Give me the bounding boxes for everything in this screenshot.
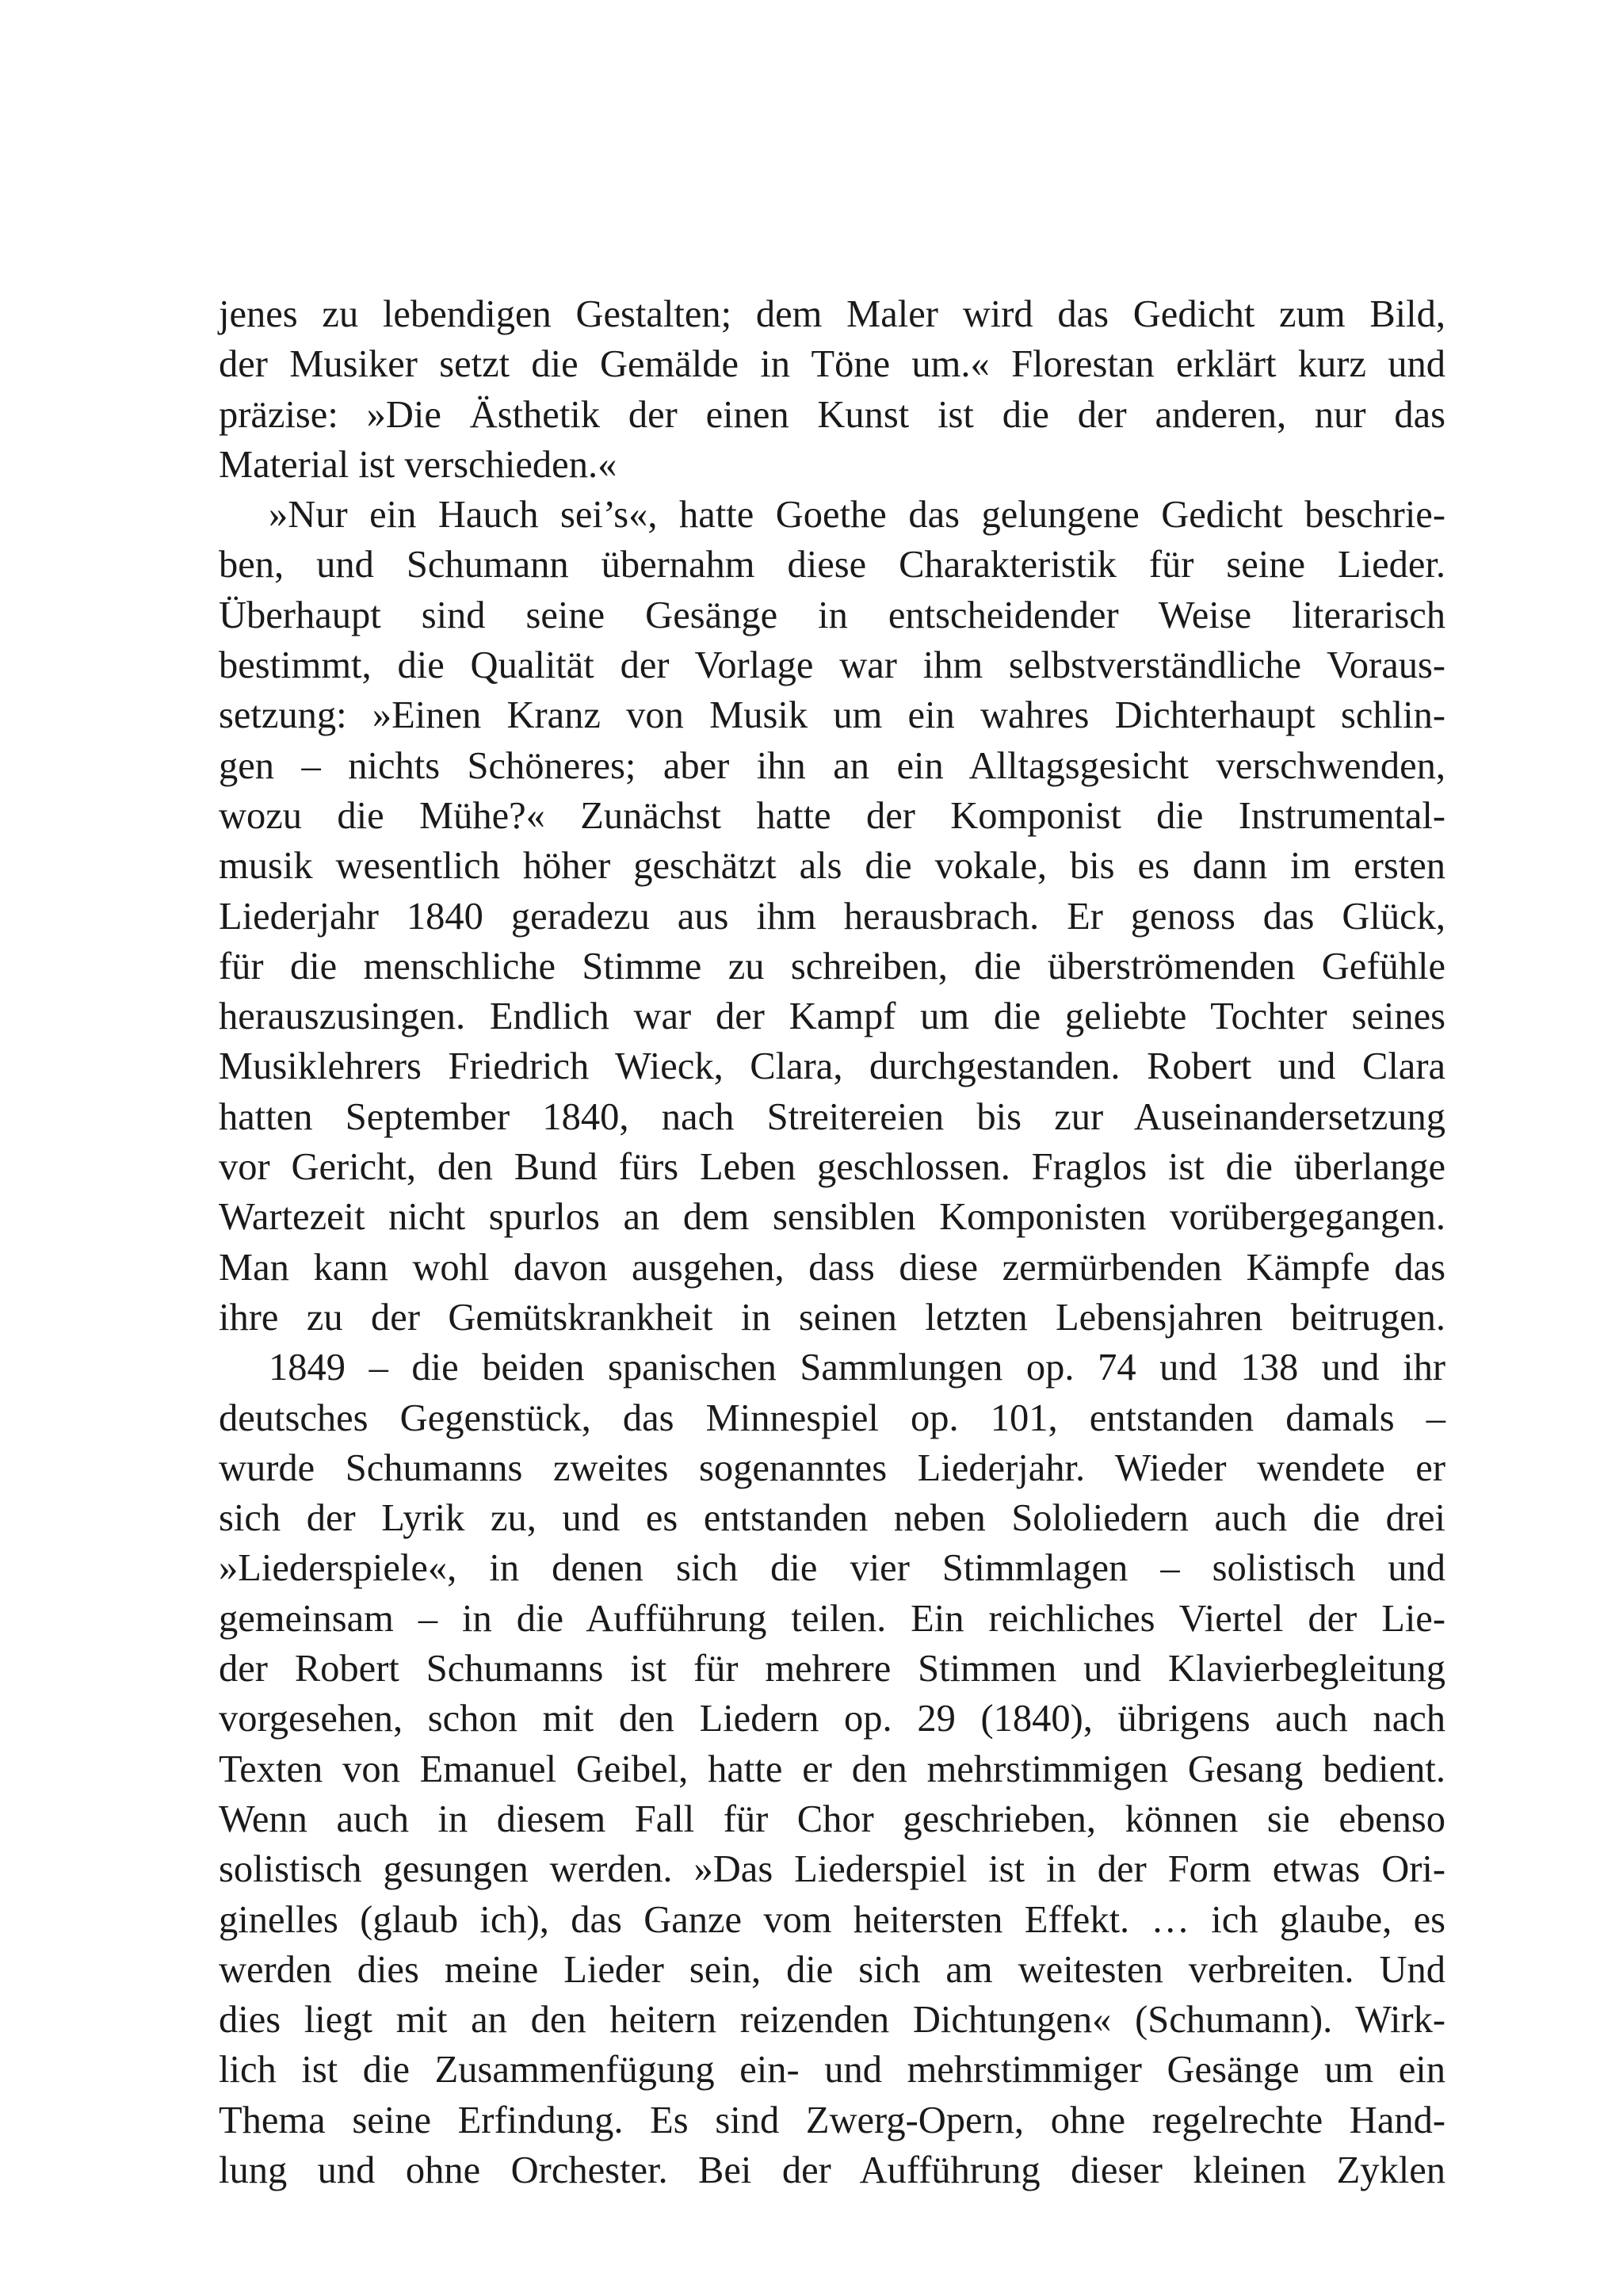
text-line: herauszusingen. Endlich war der Kampf um die geliebte Tochter seines <box>219 995 1445 1038</box>
text-line: ben, und Schumann übernahm diese Charakteristik für seine Lieder. <box>219 544 1445 586</box>
text-line: solistisch gesungen werden. »Das Liederspiel ist in der Form etwas Ori- <box>219 1848 1445 1891</box>
text-line: Material ist verschieden.« <box>219 443 617 486</box>
text-line: lung und ohne Orchester. Bei der Aufführung dieser kleinen Zyklen <box>219 2149 1445 2191</box>
text-line: präzise: »Die Ästhetik der einen Kunst ist die der anderen, nur das <box>219 393 1445 436</box>
text-line: 1849 – die beiden spanischen Sammlungen op. 74 und 138 und ihr <box>269 1347 1445 1389</box>
text-line: Texten von Emanuel Geibel, hatte er den mehrstimmigen Gesang bedient. <box>219 1748 1445 1790</box>
text-line: musik wesentlich höher geschätzt als die vokale, bis es dann im ersten <box>219 845 1445 888</box>
text-line: ihre zu der Gemütskrankheit in seinen letzten Lebensjahren beitrugen. <box>219 1296 1445 1339</box>
text-line: dies liegt mit an den heitern reizenden Dichtungen« (Schumann). Wirk- <box>219 1999 1445 2042</box>
text-line: Man kann wohl davon ausgehen, dass diese zermürbenden Kämpfe das <box>219 1246 1445 1289</box>
text-line: wurde Schumanns zweites sogenanntes Liederjahr. Wieder wendete er <box>219 1446 1445 1489</box>
text-line: gemeinsam – in die Aufführung teilen. Ein reichliches Viertel der Lie- <box>219 1597 1445 1640</box>
text-line: der Musiker setzt die Gemälde in Töne um.« Florestan erklärt kurz und <box>219 343 1445 386</box>
text-line: wozu die Mühe?« Zunächst hatte der Komponist die Instrumental- <box>219 794 1445 837</box>
text-line: ginelles (glaub ich), das Ganze vom heitersten Effekt. … ich glaube, es <box>219 1898 1445 1941</box>
text-line: »Nur ein Hauch sei’s«, hatte Goethe das gelungene Gedicht beschrie- <box>269 494 1445 537</box>
text-line: »Liederspiele«, in denen sich die vier Stimmlagen – solistisch und <box>219 1547 1445 1590</box>
text-line: Wenn auch in diesem Fall für Chor geschrieben, können sie ebenso <box>219 1797 1445 1840</box>
text-line: vor Gericht, den Bund fürs Leben geschlossen. Fraglos ist die überlange <box>219 1146 1445 1189</box>
text-line: für die menschliche Stimme zu schreiben, die überströmenden Gefühle <box>219 945 1445 988</box>
text-line: vorgesehen, schon mit den Liedern op. 29 (1840), übrigens auch nach <box>219 1698 1445 1740</box>
text-line: bestimmt, die Qualität der Vorlage war ihm selbstverständliche Voraus- <box>219 644 1445 687</box>
text-line: werden dies meine Lieder sein, die sich am weitesten verbreiten. Und <box>219 1948 1445 1991</box>
text-line: der Robert Schumanns ist für mehrere Stimmen und Klavierbegleitung <box>219 1648 1445 1690</box>
body-text <box>219 289 1445 2195</box>
text-line: sich der Lyrik zu, und es entstanden neben Sololiedern auch die drei <box>219 1497 1445 1540</box>
text-line: gen – nichts Schöneres; aber ihn an ein Alltagsgesicht verschwenden, <box>219 744 1445 787</box>
text-line: hatten September 1840, nach Streitereien bis zur Auseinandersetzung <box>219 1095 1445 1138</box>
text-line: Thema seine Erfindung. Es sind Zwerg-Opern, ohne regelrechte Hand- <box>219 2099 1445 2141</box>
text-line: Liederjahr 1840 geradezu aus ihm herausbrach. Er genoss das Glück, <box>219 895 1445 938</box>
text-line: Musiklehrers Friedrich Wieck, Clara, durchgestanden. Robert und Clara <box>219 1045 1445 1088</box>
text-line: jenes zu lebendigen Gestalten; dem Maler wird das Gedicht zum Bild, <box>219 293 1445 335</box>
text-line: lich ist die Zusammenfügung ein- und mehrstimmiger Gesänge um ein <box>219 2049 1445 2092</box>
text-line: setzung: »Einen Kranz von Musik um ein wahres Dichterhaupt schlin- <box>219 694 1445 737</box>
text-line: Wartezeit nicht spurlos an dem sensiblen Komponisten vorübergegangen. <box>219 1196 1445 1239</box>
text-line: deutsches Gegenstück, das Minnespiel op. 101, entstanden damals – <box>219 1396 1445 1439</box>
text-line: Überhaupt sind seine Gesänge in entscheidender Weise literarisch <box>219 594 1445 636</box>
